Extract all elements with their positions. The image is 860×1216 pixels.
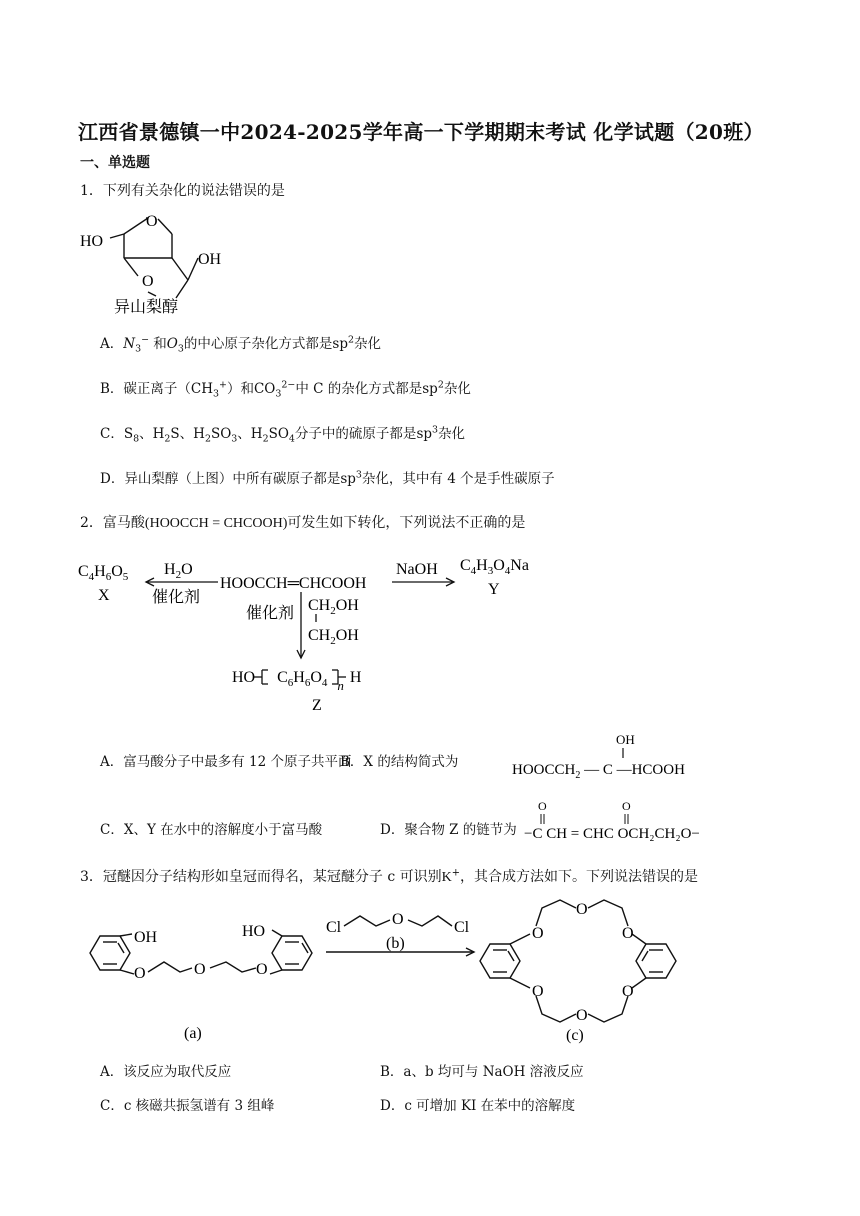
- x-label: X: [98, 587, 110, 604]
- naoh-reagent: NaOH: [396, 561, 438, 578]
- q3-option-d[interactable]: D．c 可增加 KI 在苯中的溶解度: [380, 1098, 576, 1114]
- o-bottom-label: O: [142, 273, 154, 290]
- y-formula: $C_4H_3O_4Na$: [460, 557, 529, 577]
- crown-ether-synthesis-scheme: [76, 896, 696, 1046]
- z-repeat-unit[interactable]: [524, 796, 724, 846]
- isosorbide-structure: [76, 204, 256, 316]
- q1-option-c[interactable]: C．$S_8$、$H_2S$、$H_2SO_3$、$H_2SO_4$分子中的硫原子都是$sp^3$杂化: [100, 424, 466, 445]
- section-heading: 一、单选题: [80, 155, 150, 171]
- a-o1-label: O: [134, 965, 146, 982]
- page-title: 江西省景德镇一中2024-2025学年高一下学期期末考试 化学试题（20班）: [78, 120, 764, 144]
- a-o3-label: O: [256, 961, 268, 978]
- question-2-stem: 2．富马酸(HOOCCH = CHCOOH)可发生如下转化，下列说法不正确的是: [80, 515, 526, 531]
- b-o-label: O: [392, 911, 404, 928]
- o-top-label: O: [146, 213, 158, 230]
- b-cl-right: Cl: [454, 919, 470, 936]
- x-structure[interactable]: [510, 728, 720, 778]
- z-unit-body: −C CH = CHC OCH₂CH₂O−: [524, 826, 700, 842]
- a-ho-label: HO: [242, 923, 266, 940]
- q1-option-d[interactable]: D．异山梨醇（上图）中所有碳原子都是$sp^3$杂化，其中有 4 个是手性碳原子: [100, 469, 555, 487]
- glycol-bottom: $CH_2OH$: [308, 627, 359, 647]
- c-o6: O: [622, 983, 634, 1000]
- isosorbide-caption: 异山梨醇: [114, 297, 179, 316]
- z-unit-o2: O: [622, 799, 631, 813]
- fumaric-acid-center: HOOCCH═CHCOOH: [220, 575, 367, 592]
- a-oh-label: OH: [134, 929, 158, 946]
- c-o3: O: [622, 925, 634, 942]
- c-o5: O: [576, 1007, 588, 1024]
- q1-option-a[interactable]: A．$N_3^-$ 和$O_3$的中心原子杂化方式都是$sp^2$杂化: [100, 334, 381, 355]
- z-unit-o1: O: [538, 799, 547, 813]
- catalyst-1: 催化剂: [152, 587, 201, 606]
- q2-option-c[interactable]: C．X、Y 在水中的溶解度小于富马酸: [100, 822, 323, 838]
- c-o1: O: [532, 925, 544, 942]
- catalyst-2: 催化剂: [246, 603, 295, 622]
- z-formula: HO $C_6H_6O_4$ $_n$ H: [232, 669, 362, 693]
- a-o2-label: O: [194, 961, 206, 978]
- a-label: (a): [184, 1025, 202, 1042]
- h2o-reagent: $H_2O$: [164, 561, 193, 581]
- x-formula: $C_4H_6O_5$: [78, 563, 129, 583]
- q3-option-b[interactable]: B．a、b 均可与 NaOH 溶液反应: [380, 1064, 584, 1080]
- c-o2: O: [576, 901, 588, 918]
- x-structure-body: $HOOCCH_2$ — C —HCOOH: [512, 762, 685, 778]
- q1-option-b[interactable]: B．碳正离子$(CH_3^+)$和$CO_3^{2-}$中 C 的杂化方式都是$sp^2$杂化: [100, 379, 471, 400]
- q2-option-b[interactable]: B．X 的结构简式为: [340, 754, 459, 770]
- glycol-top: $CH_2OH$: [308, 597, 359, 617]
- z-label: Z: [312, 697, 322, 714]
- b-cl-left: Cl: [326, 919, 342, 936]
- fumaric-acid-scheme: [74, 548, 574, 716]
- x-structure-oh: OH: [616, 732, 635, 747]
- q2-option-d[interactable]: D．聚合物 Z 的链节为: [380, 822, 517, 838]
- q2-option-a[interactable]: A．富马酸分子中最多有 12 个原子共平面: [100, 754, 352, 770]
- q3-option-a[interactable]: A．该反应为取代反应: [100, 1064, 232, 1080]
- q3-option-c[interactable]: C．c 核磁共振氢谱有 3 组峰: [100, 1098, 275, 1114]
- question-1-stem: 1．下列有关杂化的说法错误的是: [80, 183, 285, 199]
- b-label: (b): [386, 935, 405, 952]
- ho-label: HO: [80, 233, 104, 250]
- question-3-stem: 3．冠醚因分子结构形如皇冠而得名，某冠醚分子 c 可识别K+，其合成方法如下。下列说法错误的是: [80, 867, 698, 885]
- y-label: Y: [488, 581, 500, 598]
- oh-label: OH: [198, 251, 222, 268]
- c-label: (c): [566, 1027, 584, 1044]
- c-o4: O: [532, 983, 544, 1000]
